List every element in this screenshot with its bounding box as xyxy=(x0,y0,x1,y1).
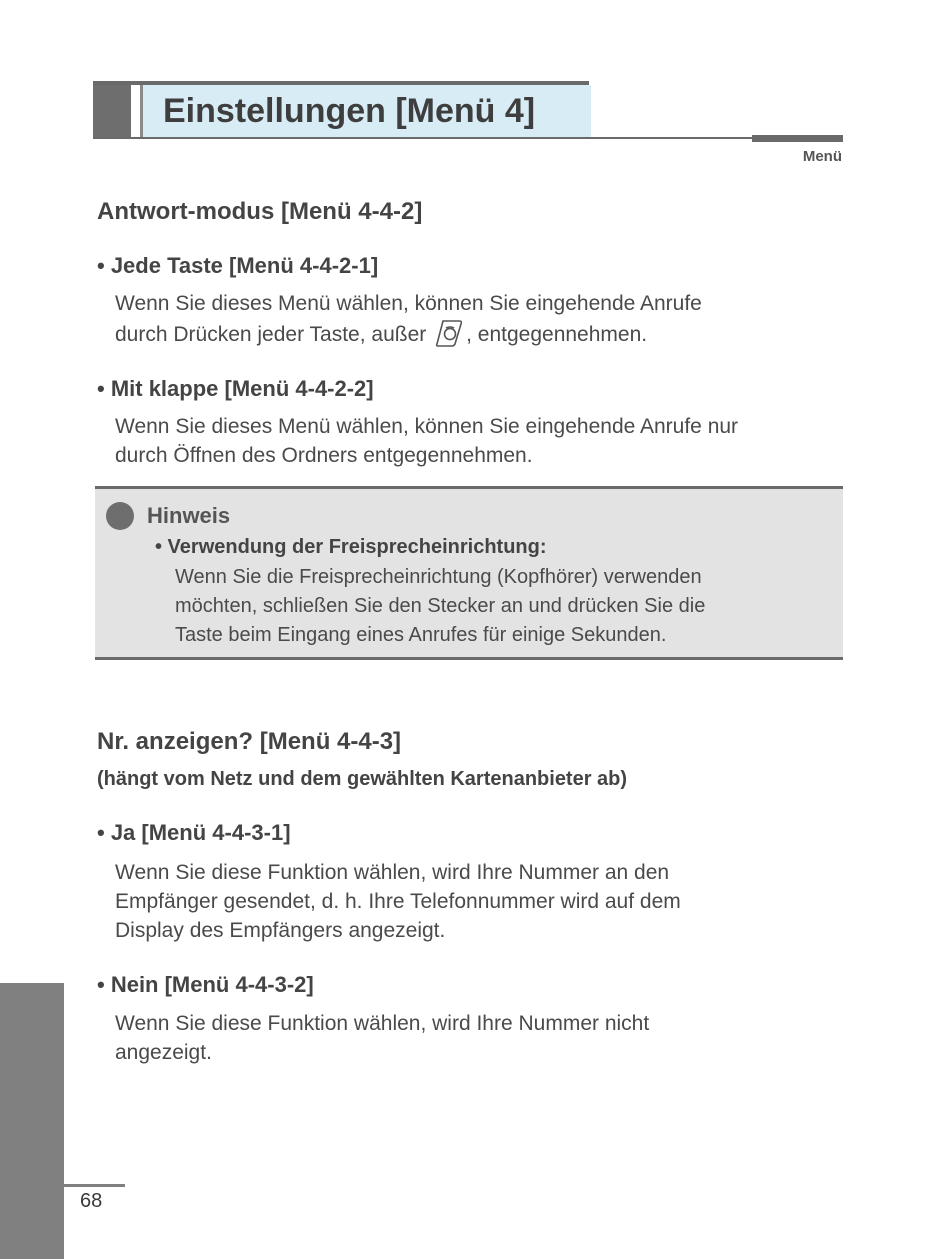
text-line: durch Öffnen des Ordners entgegennehmen. xyxy=(115,444,533,467)
note-line: Taste beim Eingang eines Anrufes für einige Sekunden. xyxy=(175,624,667,646)
page-title: Einstellungen [Menü 4] xyxy=(163,92,536,130)
section-heading-show-number: Nr. anzeigen? [Menü 4-4-3] xyxy=(97,728,402,755)
item-title-yes: • Ja [Menü 4-4-3-1] xyxy=(97,820,291,845)
side-chapter-tab xyxy=(0,983,64,1259)
text-line: Wenn Sie dieses Menü wählen, können Sie eingehende Anrufe nur xyxy=(115,415,739,438)
text-line: Wenn Sie diese Funktion wählen, wird Ihre Nummer nicht xyxy=(115,1012,650,1035)
item-text-yes xyxy=(115,858,855,945)
item-text-any-key xyxy=(115,289,855,349)
text-fragment: , entgegennehmen. xyxy=(466,323,648,346)
section-tab-marker xyxy=(752,135,843,142)
text-fragment: durch Drücken jeder Taste, außer xyxy=(115,323,433,346)
header-divider xyxy=(93,137,843,139)
section-subheading: (hängt vom Netz und dem gewählten Kartenanbieter ab) xyxy=(97,768,628,790)
item-text-flip xyxy=(115,412,855,470)
item-title-no: • Nein [Menü 4-4-3-2] xyxy=(97,972,314,997)
note-line: Wenn Sie die Freisprecheinrichtung (Kopfhörer) verwenden xyxy=(175,566,702,588)
section-heading-answer-mode: Antwort-modus [Menü 4-4-2] xyxy=(97,198,423,225)
text-line: Wenn Sie diese Funktion wählen, wird Ihre Nummer an den xyxy=(115,861,670,884)
note-bullet-icon xyxy=(106,502,134,530)
title-marker-square xyxy=(93,85,131,137)
text-line: angezeigt. xyxy=(115,1041,212,1064)
text-line xyxy=(115,318,855,349)
note-title: Hinweis xyxy=(147,503,231,528)
note-subtitle: • Verwendung der Freisprecheinrichtung: xyxy=(155,536,547,558)
item-title-flip: • Mit klappe [Menü 4-4-2-2] xyxy=(97,376,374,401)
item-title-any-key: • Jede Taste [Menü 4-4-2-1] xyxy=(97,253,379,278)
text-line: Display des Empfängers angezeigt. xyxy=(115,919,446,942)
page-number: 68 xyxy=(80,1190,103,1212)
text-line: Wenn Sie dieses Menü wählen, können Sie eingehende Anrufe xyxy=(115,292,702,315)
page-number-rule xyxy=(64,1184,125,1187)
text-line: Empfänger gesendet, d. h. Ihre Telefonnummer wird auf dem xyxy=(115,890,681,913)
end-call-key-icon xyxy=(434,318,464,348)
section-label: Menü xyxy=(802,148,842,165)
note-text xyxy=(175,563,835,650)
item-text-no xyxy=(115,1009,855,1067)
note-line: möchten, schließen Sie den Stecker an und drücken Sie die xyxy=(175,595,706,617)
